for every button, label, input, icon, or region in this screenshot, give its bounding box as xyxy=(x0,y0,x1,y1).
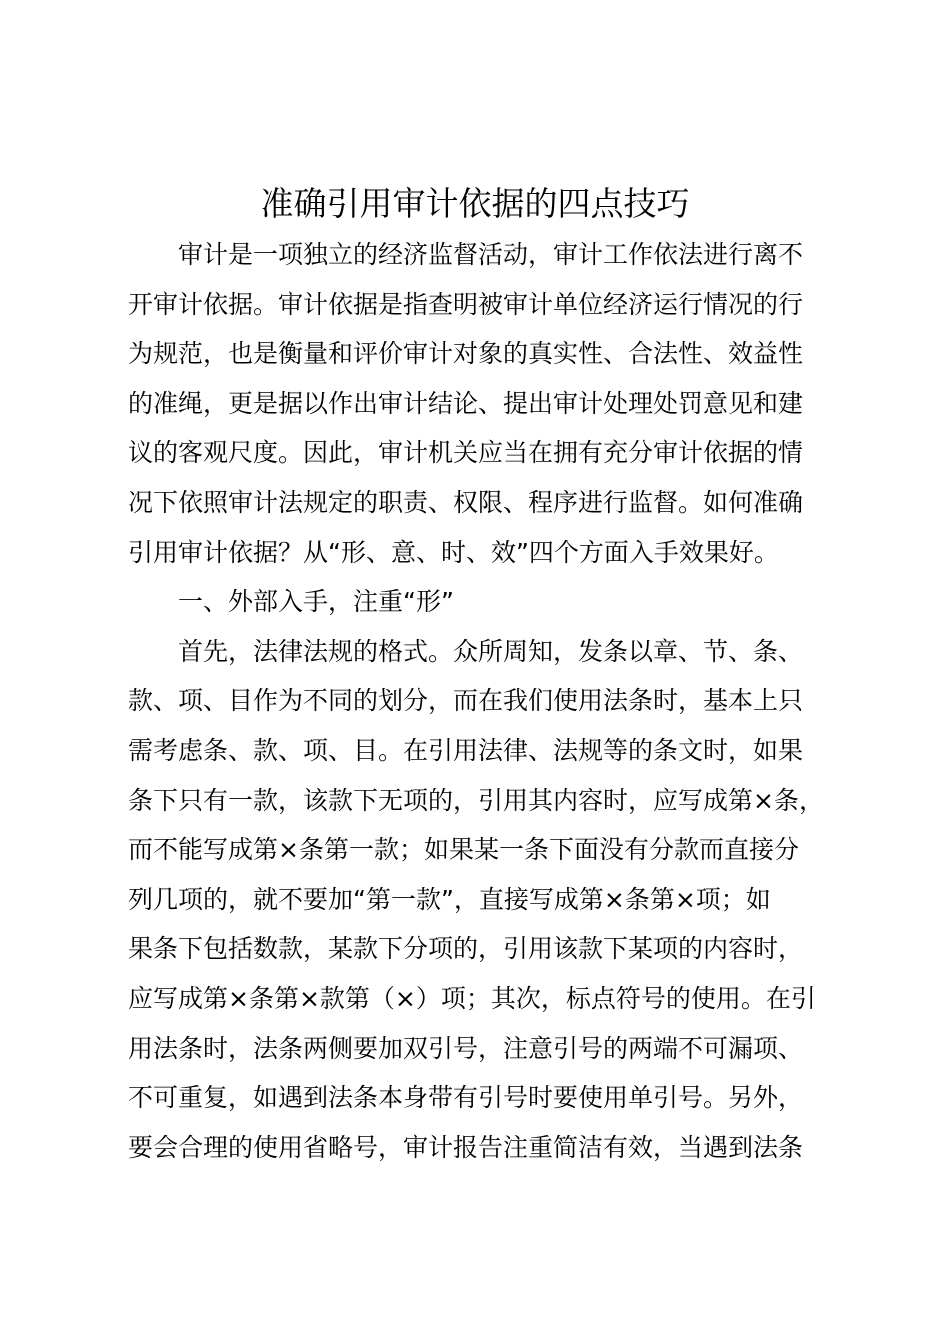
paragraph-line: 应写成第×条第×款第（×）项；其次，标点符号的使用。在引 xyxy=(128,983,816,1013)
paragraph-line: 为规范，也是衡量和评价审计对象的真实性、合法性、效益性 xyxy=(128,339,804,369)
document-body xyxy=(128,230,848,1172)
paragraph-line: 引用审计依据？从“形、意、时、效”四个方面入手效果好。 xyxy=(128,537,779,567)
paragraph-line: 要会合理的使用省略号，审计报告注重简洁有效，当遇到法条 xyxy=(128,1132,804,1162)
paragraph-line: 的准绳，更是据以作出审计结论、提出审计处理处罚意见和建 xyxy=(128,388,804,418)
paragraph-line: 审计是一项独立的经济监督活动，审计工作依法进行离不 xyxy=(178,240,804,269)
paragraph-line: 议的客观尺度。因此，审计机关应当在拥有充分审计依据的情 xyxy=(128,438,804,468)
paragraph-line: 果条下包括数款，某款下分项的，引用该款下某项的内容时， xyxy=(128,934,804,964)
paragraph-line: 不可重复，如遇到法条本身带有引号时要使用单引号。另外， xyxy=(128,1083,804,1113)
paragraph-line: 需考虑条、款、项、目。在引用法律、法规等的条文时，如果 xyxy=(128,735,804,765)
document-title: 准确引用审计依据的四点技巧 xyxy=(260,184,690,223)
paragraph-line: 条下只有一款，该款下无项的，引用其内容时，应写成第×条， xyxy=(128,785,824,815)
paragraph-line: 而不能写成第×条第一款；如果某一条下面没有分款而直接分 xyxy=(128,835,799,865)
paragraph-line: 款、项、目作为不同的划分，而在我们使用法条时，基本上只 xyxy=(128,686,804,716)
section-heading: 一、外部入手，注重“形” xyxy=(178,587,454,617)
paragraph-line: 用法条时，法条两侧要加双引号，注意引号的两端不可漏项、 xyxy=(128,1033,804,1063)
paragraph-line: 况下依照审计法规定的职责、权限、程序进行监督。如何准确 xyxy=(128,487,804,517)
paragraph-line: 列几项的，就不要加“第一款”，直接写成第×条第×项；如 xyxy=(128,884,771,914)
paragraph-line: 开审计依据。审计依据是指查明被审计单位经济运行情况的行 xyxy=(128,289,804,319)
paragraph-line: 首先，法律法规的格式。众所周知，发条以章、节、条、 xyxy=(178,636,804,666)
